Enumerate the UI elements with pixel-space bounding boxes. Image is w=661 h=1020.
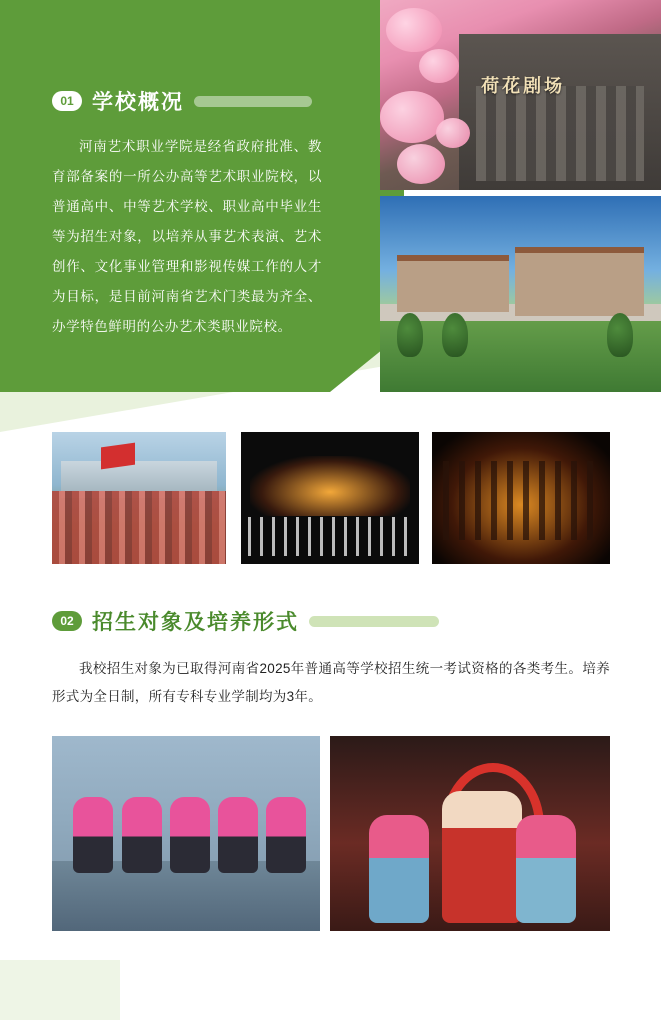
campus-building-right [515, 247, 644, 316]
blossom-icon [386, 8, 442, 52]
blossom-icon [419, 49, 459, 83]
bottom-left-edge [0, 960, 120, 1020]
dance-training-photo [52, 736, 320, 931]
section-01-number-badge: 01 [52, 91, 82, 111]
left-white-edge [0, 392, 18, 1020]
opera-attendant-left [369, 815, 429, 923]
section-02-title: 招生对象及培养形式 [92, 611, 299, 634]
ceremony-crowd [52, 491, 226, 564]
stage-lighting-glow [250, 456, 410, 517]
stage-figures-row [443, 461, 600, 540]
dancer-figure [170, 797, 210, 873]
stage-dancers-row [248, 517, 412, 557]
dancer-figure [266, 797, 306, 873]
campus-tree [442, 313, 468, 357]
opera-attendant-right [516, 815, 576, 923]
section-02-number-badge: 02 [52, 611, 82, 631]
section-01-title: 学校概况 [92, 91, 184, 114]
dancer-figure [122, 797, 162, 873]
theater-building-photo [380, 0, 661, 190]
theater-sign-text: 荷花剧场 [481, 76, 566, 97]
opening-ceremony-photo [52, 432, 226, 564]
blossom-icon [436, 118, 470, 148]
dancer-figure [218, 797, 258, 873]
campus-tree [397, 313, 423, 357]
stage-performance-photo-2 [432, 432, 610, 564]
stage-performance-photo-1 [241, 432, 419, 564]
theater-glass-facade [476, 86, 645, 181]
campus-buildings-photo [380, 196, 661, 392]
section-01-body-text: 河南艺术职业学院是经省政府批准、教育部备案的一所公办高等艺术职业院校，以普通高中、中等艺术学校、职业高中毕业生等为招生对象，以培养从事艺术表演、艺术创作、文化事业管理和影视传媒工作的人才为目标，是目前河南省艺术门类最为齐全、办学特色鲜明的公办艺术类职业院校。 [52, 139, 322, 334]
section-01-heading [52, 86, 312, 116]
opera-lead-performer [442, 791, 522, 923]
section-01-title-bar [194, 96, 312, 107]
campus-tree [607, 313, 633, 357]
campus-building-left [397, 255, 509, 312]
section-02-title-bar [309, 616, 439, 627]
section-02-heading [52, 606, 439, 636]
section-02-body-text: 我校招生对象为已取得河南省2025年普通高等学校招生统一考试资格的各类考生。培养形式为全日制，所有专科专业学制均为3年。 [52, 661, 610, 704]
dancer-figure [73, 797, 113, 873]
blossom-icon [397, 144, 445, 184]
opera-performance-photo [330, 736, 610, 931]
blossom-icon [380, 91, 444, 143]
